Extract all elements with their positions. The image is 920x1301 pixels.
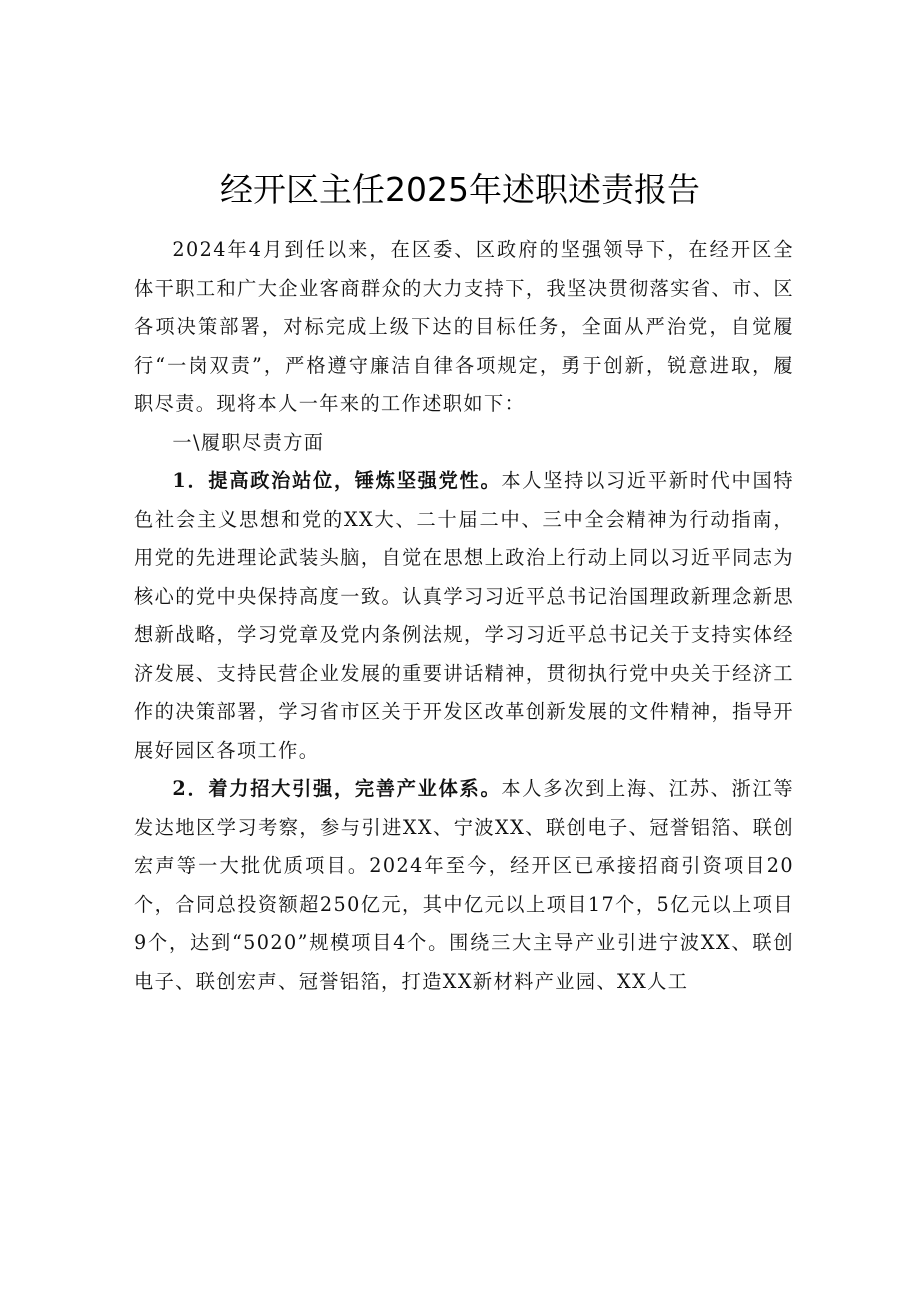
document-title: 经开区主任2025年述职述责报告 (220, 170, 700, 209)
section-heading (134, 424, 794, 463)
item-1-text: 本人坚持以习近平新时代中国特色社会主义思想和党的XX大、二十届二中、三中全会精神为行动指南，用党的先进理论武装头脑，自觉在思想上政治上行动上同以习近平同志为核心的党中央保持高度一致。认真学习习近平总书记治国理政新理念新思想新战略，学习党章及党内条例法规，学习习近平总书记关于支持实体经济发展、支持民营企业发展的重要讲话精神，贯彻执行党中央关于经济工作的决策部署，学习省市区关于开发区改革创新发展的文件精神，指导开展好园区各项工作。 (134, 469, 794, 762)
item-1-lead: 1．提高政治站位，锤炼坚强党性。 (172, 469, 502, 492)
document-body (134, 231, 794, 1001)
item-2-lead: 2．着力招大引强，完善产业体系。 (172, 777, 502, 800)
item-2-text: 本人多次到上海、江苏、浙江等发达地区学习考察，参与引进XX、宁波XX、联创电子、冠誉铝箔、联创宏声等一大批优质项目。2024年至今，经开区已承接招商引资项目20个，合同总投资额超250亿元，其中亿元以上项目17个，5亿元以上项目9个，达到“5020”规模项目4个。围绕三大主导产业引进宁波XX、联创电子、联创宏声、冠誉铝箔，打造XX新材料产业园、XX人工 (134, 777, 794, 993)
section-heading-text: 一\履职尽责方面 (172, 430, 325, 454)
intro-paragraph: 2024年4月到任以来，在区委、区政府的坚强领导下，在经开区全体干职工和广大企业客商群众的大力支持下，我坚决贯彻落实省、市、区各项决策部署，对标完成上级下达的目标任务，全面从严治党，自觉履行“一岗双责”，严格遵守廉洁自律各项规定，勇于创新，锐意进取，履职尽责。现将本人一年来的工作述职如下： (134, 238, 794, 415)
item-2-paragraph (134, 770, 794, 1001)
item-1-paragraph (134, 462, 794, 770)
